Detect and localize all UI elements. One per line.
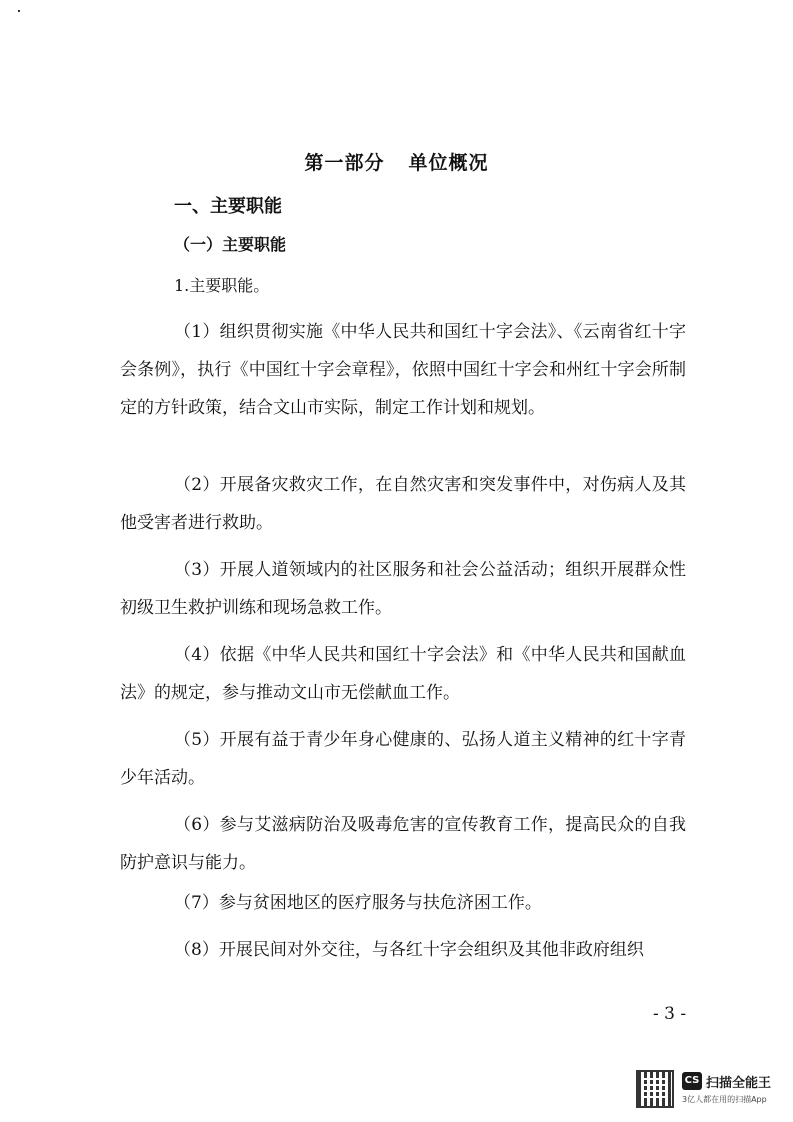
- title-part: 第一部分: [304, 152, 385, 174]
- qr-code-icon: [636, 1070, 674, 1108]
- subsection-heading: （一）主要职能: [174, 235, 287, 254]
- section-heading: 一、主要职能: [174, 196, 282, 217]
- scanner-watermark: [636, 1070, 786, 1110]
- camscanner-logo-icon: CS: [682, 1072, 702, 1090]
- item-heading: 1.主要职能。: [174, 276, 270, 295]
- page-number: - 3 -: [653, 1004, 687, 1024]
- paragraph-3: （3）开展人道领域内的社区服务和社会公益活动；组织开展群众性初级卫生救护训练和现场急救工作。: [120, 560, 686, 618]
- page-title: [0, 148, 793, 175]
- paragraph-8: （8）开展民间对外交往，与各红十字会组织及其他非政府组织: [174, 940, 644, 960]
- app-name: 扫描全能王: [706, 1076, 772, 1091]
- app-slogan: 3亿人都在用的扫描App: [682, 1095, 767, 1104]
- paragraph-7: （7）参与贫困地区的医疗服务与扶危济困工作。: [174, 893, 542, 913]
- paragraph-6: （6）参与艾滋病防治及吸毒危害的宣传教育工作，提高民众的自我防护意识与能力。: [120, 815, 686, 873]
- title-name: 单位概况: [408, 152, 489, 174]
- paragraph-1: （1）组织贯彻实施《中华人民共和国红十字会法》、《云南省红十字会条例》，执行《中国红十字会章程》，依照中国红十字会和州红十字会所制定的方针政策，结合文山市实际，制定工作计划和规划。: [120, 322, 686, 418]
- paragraph-4: （4）依据《中华人民共和国红十字会法》和《中华人民共和国献血法》的规定，参与推动文山市无偿献血工作。: [120, 645, 686, 703]
- paragraph-5: （5）开展有益于青少年身心健康的、弘扬人道主义精神的红十字青少年活动。: [120, 730, 686, 788]
- scan-speck: [18, 10, 20, 12]
- paragraph-2: （2）开展备灾救灾工作，在自然灾害和突发事件中，对伤病人及其他受害者进行救助。: [120, 475, 686, 533]
